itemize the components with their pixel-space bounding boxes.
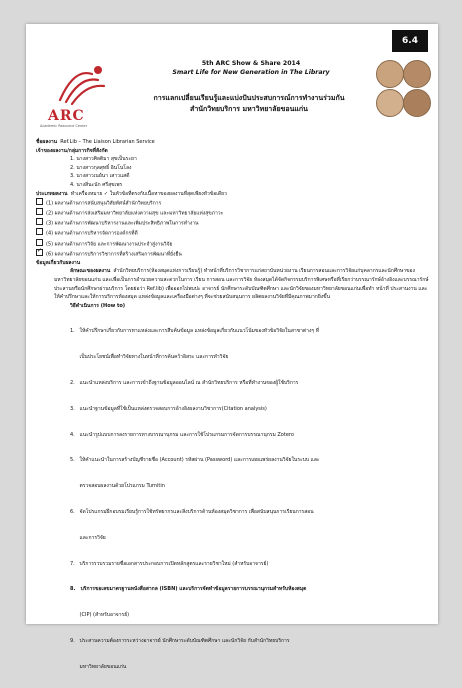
- arc-logo-text: ARC: [48, 108, 85, 124]
- title-line-1: การแลกเปลี่ยนเรียนรู้และแบ่งปันประสบการณ์การทำงานร่วมกัน: [153, 94, 345, 102]
- project-name-label: ชื่อผลงาน: [36, 139, 58, 145]
- step-line: (CIP) (สำหรับอาจารย์): [70, 612, 130, 619]
- owners-heading: เจ้าของผลงาน/กลุ่มการกิจที่สังกัด: [36, 147, 108, 154]
- category-option-label: (1) ผลงานด้านการสนับสนุนวิสัยทัศน์สำนักวิทยบริการ: [46, 200, 162, 207]
- owner-item: 2. นางสาวกุลสุทธิ์ อินโนโลง: [70, 164, 132, 171]
- step-line: 3. แนะนำฐานข้อมูลที่ใช้เป็นแหล่งตรวจสอบการอ้างอิงผลงานวิชาการ(Citation analysis): [70, 405, 267, 412]
- project-name-row: [36, 138, 430, 147]
- step-line: 7. บริการรวบรวมรายชื่อเอกสารประกอบการเปิดหลักสูตรและรายวิชาใหม่ (สำหรับอาจารย์): [70, 560, 269, 567]
- checkbox[interactable]: [36, 239, 43, 246]
- step-line: 1. ให้คำปรึกษาเกี่ยวกับการหาแหล่งและการสืบค้นข้อมูล แหล่งข้อมูลเกี่ยวกับแนวโน้มของหัวข้อวิจัยในสาขาต่างๆ ที่: [70, 328, 319, 335]
- event-header: [126, 60, 376, 76]
- step-line: ตรวจสอบผลงานด้วยโปรแกรม Turnitin: [70, 483, 165, 490]
- category-option[interactable]: [36, 239, 430, 249]
- event-slogan: Smart Life for New Generation in The Library: [172, 69, 330, 76]
- category-option[interactable]: [36, 208, 430, 218]
- description-line: ผลิตผลงานวิจัยที่มีคุณภาพมากยิ่งขึ้น: [252, 294, 331, 301]
- team-photos: [374, 60, 430, 116]
- document-body: [36, 138, 430, 688]
- owner-item: 4. นางสิ่นะนัก ศรีสุขเพร: [70, 181, 123, 188]
- step-line: 8. บริการขอเลขมาตรฐานหนังสือสากล (ISBN) และบริการจัดทำข้อมูลรายการบรรณานุกรมสำหรับห้องสมุด: [70, 586, 307, 593]
- team-photo-3: [376, 89, 404, 117]
- description-line: หน้าที่ ประสานงาน และให้คำปรึกษาและให้การบริการห้องสมุด แหล่งข้อมูลและเครื่องมือต่างๆ ที่จะช่วยสนับสนุนการ: [54, 285, 428, 301]
- description-line: เรียน การสอน และการวิจัย ห้องสมุดได้จัดกิจกรรมบริการพิเศษหรือที่เรียกว่าบรรณารักษ์อ้างอิงและบรรณารักษ์ประสานหรือนักศึกษาผ่านบริการ: [54, 276, 429, 292]
- title-line-2: สำนักวิทยบริการ มหาวิทยาลัยขอนแก่น: [190, 105, 308, 113]
- details-heading: ข้อมูลเกี่ยวกับผลงาน: [36, 259, 81, 266]
- category-option-label: (2) ผลงานด้านการส่งเสริมมหาวิทยาลัยแห่งความสุข และมหาวิทยาลัยแห่งสุขภาวะ: [46, 210, 224, 217]
- checkbox[interactable]: [36, 208, 43, 215]
- checkbox[interactable]: [36, 218, 43, 225]
- owner-item: 1. นางสาวศิลติมา สุขเป็นระยา: [70, 156, 137, 163]
- checkbox[interactable]: [36, 198, 43, 205]
- howto-steps: [36, 310, 430, 688]
- category-option-label: (5) ผลงานด้านการวิจัย และการพัฒนางานประจำสู่งานวิจัย: [46, 241, 173, 248]
- category-option-label: (6) ผลงานด้านการบริการวิชาการที่สร้างเสริมการพัฒนาที่ยั่งยืน: [46, 251, 182, 258]
- description-lead: ลักษณะของผลงาน: [70, 268, 111, 275]
- event-title: 5th ARC Show & Share 2014: [201, 60, 301, 67]
- arc-logo-subtitle: Academic Resource Center: [40, 124, 88, 128]
- category-row: [36, 190, 430, 199]
- category-options: [36, 198, 430, 259]
- description-line: สำนักวิทยบริการ(ห้องสมุดแห่งการเรียนรู้) ทำหน้าที่บริการวิชาการแก่สถาบันหน่วยงาน: [113, 268, 298, 275]
- step-line: 9. ประสานความต้องการระหว่างอาจารย์ นักศึกษาระดับบัณฑิตศึกษา และนักวิจัย กับสำนักวิทยบริการ: [70, 637, 290, 644]
- project-name-value: Ref.Lib – The Liaison Librarian Service: [60, 139, 155, 145]
- description-line: เรียนการสอนและการวิจัยแก่บุคลากรและนักศึกษาของมหาวิทยาลัยขอนแก่น และเพื่อเป็นการอำนวยความสะดวกในการ: [54, 268, 415, 283]
- owner-item: 3. นางสาวเนย์นา เสาวแสดี: [70, 173, 130, 180]
- step-line: เป็นประโยชน์เพื่อทำวิจัยทางในหน้าที่การค้นคว้าอิสระ และการทำวิจัย: [70, 354, 229, 361]
- description-paragraph: [36, 267, 430, 301]
- document-page: [26, 24, 438, 670]
- category-option-label: (3) ผลงานด้านการพัฒนาบริหารงานและเพิ่มประสิทธิภาพในการทำงาน: [46, 220, 199, 227]
- team-photo-1: [376, 60, 404, 88]
- team-photo-2: [403, 60, 431, 88]
- owners-list: [36, 155, 430, 189]
- page-number-badge: 6.4: [392, 30, 428, 52]
- category-option[interactable]: [36, 249, 430, 259]
- step-line: 2. แนะนำแหล่งบริการ และการเข้าถึงฐานข้อมูลออนไลน์ ณ สำนักวิทยบริการ หรือที่ทำงานของผู้ใช้บริการ: [70, 380, 299, 387]
- step-line: 4. แนะนำรูปแบบการลงรายการทางบรรณานุกรม และการใช้โปรแกรมการจัดการบรรณานุกรม Zotero: [70, 431, 294, 438]
- step-line: และการวิจัย: [70, 534, 106, 541]
- document-title: [118, 93, 380, 115]
- step-line: 6. จัดโปรแกรมฝึกอบรมเรียนรู้การใช้ทรัพยากรและสิ่งบริการด้านห้องสมุดวิชาการ เพื่อสนับสนุนการเรียนการสอน: [70, 508, 314, 515]
- category-option-label: (4) ผลงานด้านการบริหารจัดการองค์กรที่ดี: [46, 230, 138, 237]
- step-line: มหาวิทยาลัยขอนแก่น: [70, 663, 127, 670]
- category-option[interactable]: [36, 218, 430, 228]
- category-option[interactable]: [36, 198, 430, 208]
- checkbox[interactable]: [36, 228, 43, 235]
- category-label: ประเภทผลงาน: [36, 190, 68, 197]
- checked-checkbox[interactable]: [36, 249, 43, 256]
- step-line: 5. ให้คำแนะนำในการสร้างบัญชีรายชื่อ (Account) รหัสผ่าน (Password) และการเผยแพร่ผลงานวิจัยในระบบ และ: [70, 457, 320, 464]
- category-instruction: ทำเครื่องหมาย ✓ ในหัวข้อที่ตรงกับเนื้อหาของผลงานที่สุดเพียงหัวข้อเดียว: [70, 190, 227, 197]
- description-line: โดยย่อว่า Ref.lib) เพื่อออกไปพบปะ อาจารย์ นักศึกษาระดับบัณฑิตศึกษา และนักวิจัยของมหาวิทยาลัยขอนแก่นเพื่อทำ: [124, 285, 375, 292]
- howto-heading: วิธีดำเนินการ (How to): [70, 302, 126, 309]
- team-photo-4: [403, 89, 431, 117]
- category-option[interactable]: [36, 228, 430, 238]
